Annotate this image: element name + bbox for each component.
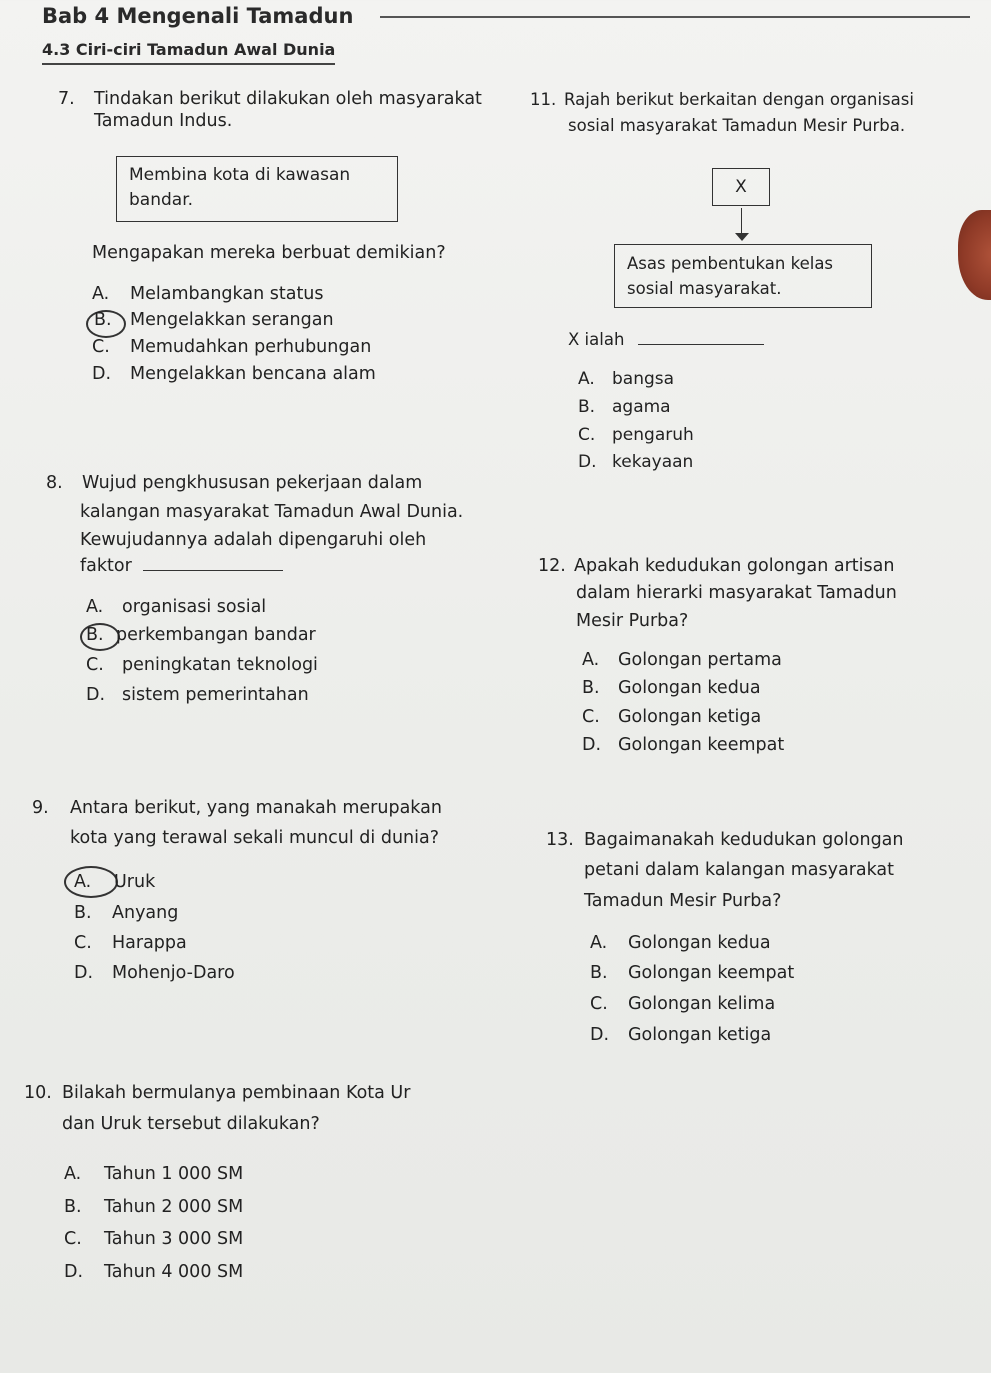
question-7-option-c-text: Memudahkan perhubungan (130, 337, 372, 357)
question-9-option-c-letter[interactable]: C. (74, 933, 92, 953)
question-7-option-d-text: Mengelakkan bencana alam (130, 364, 376, 384)
question-10-line-2: dan Uruk tersebut dilakukan? (62, 1114, 320, 1134)
question-10-option-a-letter[interactable]: A. (64, 1164, 82, 1184)
question-12-option-d-letter[interactable]: D. (582, 735, 602, 755)
question-9-option-d-letter[interactable]: D. (74, 963, 94, 983)
question-9-line-1: Antara berikut, yang manakah merupakan (70, 798, 442, 818)
diagram-arrow-line (741, 208, 742, 236)
question-10-number: 10. (24, 1083, 52, 1103)
question-9-number: 9. (32, 798, 49, 818)
question-8-stem: faktor (80, 556, 132, 576)
question-7-line-1: Tindakan berikut dilakukan oleh masyarakat (94, 89, 482, 109)
question-11-stem: X ialah (568, 330, 625, 349)
question-10-option-b-letter[interactable]: B. (64, 1197, 82, 1217)
question-11-option-a-text: bangsa (612, 369, 675, 389)
title-divider (380, 16, 970, 18)
question-12-option-d-text: Golongan keempat (618, 735, 785, 755)
question-7-number: 7. (58, 89, 75, 109)
question-12-option-c-letter[interactable]: C. (582, 707, 600, 727)
question-10-option-a-text: Tahun 1 000 SM (104, 1164, 244, 1184)
question-8-line-1: Wujud pengkhususan pekerjaan dalam (82, 473, 423, 493)
stimulus-line-1: Membina kota di kawasan (129, 165, 351, 185)
question-8-option-b-letter[interactable]: B. (86, 625, 104, 645)
chapter-title: Bab 4 Mengenali Tamadun (42, 4, 354, 28)
question-7-option-b-letter[interactable]: B. (94, 310, 112, 330)
question-13-option-d-text: Golongan ketiga (628, 1025, 772, 1045)
question-8-number: 8. (46, 473, 63, 493)
question-12-line-3: Mesir Purba? (576, 611, 689, 631)
question-13-option-c-text: Golongan kelima (628, 994, 776, 1014)
question-11-option-c-letter[interactable]: C. (578, 425, 596, 445)
diagram-box-x (712, 168, 770, 206)
question-7-option-a-letter[interactable]: A. (92, 284, 110, 304)
question-11-option-c-text: pengaruh (612, 425, 694, 445)
question-10-option-d-text: Tahun 4 000 SM (104, 1262, 244, 1282)
question-7-option-b-text: Mengelakkan serangan (130, 310, 334, 330)
question-13-option-b-text: Golongan keempat (628, 963, 795, 983)
question-11-stem-line (568, 326, 764, 353)
question-12-number: 12. (538, 556, 566, 576)
question-9-option-d-text: Mohenjo-Daro (112, 963, 235, 983)
question-10-option-d-letter[interactable]: D. (64, 1262, 84, 1282)
question-9-line-2: kota yang terawal sekali muncul di dunia? (70, 828, 440, 848)
question-8-option-c-text: peningkatan teknologi (122, 655, 318, 675)
question-8-line-4 (80, 553, 283, 580)
question-12-option-a-letter[interactable]: A. (582, 650, 600, 670)
question-11-option-b-letter[interactable]: B. (578, 397, 596, 417)
section-title: 4.3 Ciri-ciri Tamadun Awal Dunia (42, 40, 335, 65)
question-13-option-d-letter[interactable]: D. (590, 1025, 610, 1045)
question-11-option-a-letter[interactable]: A. (578, 369, 595, 389)
question-13-option-a-letter[interactable]: A. (590, 933, 608, 953)
question-9-option-b-letter[interactable]: B. (74, 903, 92, 923)
question-7-option-a-text: Melambangkan status (130, 284, 324, 304)
diagram-box-line-2: sosial masyarakat. (627, 279, 782, 298)
question-9-option-a-text: Uruk (114, 872, 156, 892)
question-13-option-b-letter[interactable]: B. (590, 963, 608, 983)
question-13-line-2: petani dalam kalangan masyarakat (584, 860, 895, 880)
question-10-line-1: Bilakah bermulanya pembinaan Kota Ur (62, 1083, 411, 1103)
question-7-stimulus-box (116, 156, 398, 222)
question-10-option-b-text: Tahun 2 000 SM (104, 1197, 244, 1217)
question-8-line-3: Kewujudannya adalah dipengaruhi oleh (80, 530, 427, 550)
question-12-option-b-letter[interactable]: B. (582, 678, 600, 698)
question-8-option-a-text: organisasi sosial (122, 597, 267, 617)
question-11-option-d-letter[interactable]: D. (578, 452, 597, 472)
question-9-option-b-text: Anyang (112, 903, 179, 923)
question-8-line-2: kalangan masyarakat Tamadun Awal Dunia. (80, 502, 464, 522)
question-11-option-d-text: kekayaan (612, 452, 694, 472)
finger-artifact (958, 210, 991, 300)
question-9-option-c-text: Harappa (112, 933, 187, 953)
question-11-number: 11. (530, 90, 557, 109)
question-10-option-c-text: Tahun 3 000 SM (104, 1229, 244, 1249)
question-12-option-b-text: Golongan kedua (618, 678, 761, 698)
question-13-number: 13. (546, 830, 574, 850)
question-9-option-a-letter[interactable]: A. (74, 872, 92, 892)
question-8-option-c-letter[interactable]: C. (86, 655, 104, 675)
question-7-prompt: Mengapakan mereka berbuat demikian? (92, 243, 446, 263)
diagram-box-basis (614, 244, 872, 308)
question-11-option-b-text: agama (612, 397, 671, 417)
question-12-option-a-text: Golongan pertama (618, 650, 782, 670)
question-8-option-a-letter[interactable]: A. (86, 597, 104, 617)
question-12-option-c-text: Golongan ketiga (618, 707, 762, 727)
question-7-option-d-letter[interactable]: D. (92, 364, 112, 384)
stimulus-line-2: bandar. (129, 190, 194, 210)
question-7-option-c-letter[interactable]: C. (92, 337, 110, 357)
question-13-option-c-letter[interactable]: C. (590, 994, 608, 1014)
diagram-box-x-label: X (735, 177, 747, 197)
question-7-line-2: Tamadun Indus. (94, 111, 233, 131)
question-13-option-a-text: Golongan kedua (628, 933, 771, 953)
question-12-line-1: Apakah kedudukan golongan artisan (574, 556, 895, 576)
answer-blank (143, 570, 283, 571)
question-8-option-d-letter[interactable]: D. (86, 685, 106, 705)
question-11-line-2: sosial masyarakat Tamadun Mesir Purba. (568, 116, 906, 135)
down-arrow-icon (735, 233, 749, 241)
question-11-line-1: Rajah berikut berkaitan dengan organisasi (564, 90, 914, 109)
diagram-box-line-1: Asas pembentukan kelas (627, 254, 834, 273)
question-8-option-d-text: sistem pemerintahan (122, 685, 309, 705)
question-10-option-c-letter[interactable]: C. (64, 1229, 82, 1249)
question-8-option-b-text: perkembangan bandar (116, 625, 316, 645)
answer-blank (638, 344, 764, 345)
question-12-line-2: dalam hierarki masyarakat Tamadun (576, 583, 897, 603)
question-13-line-3: Tamadun Mesir Purba? (584, 891, 782, 911)
question-13-line-1: Bagaimanakah kedudukan golongan (584, 830, 904, 850)
